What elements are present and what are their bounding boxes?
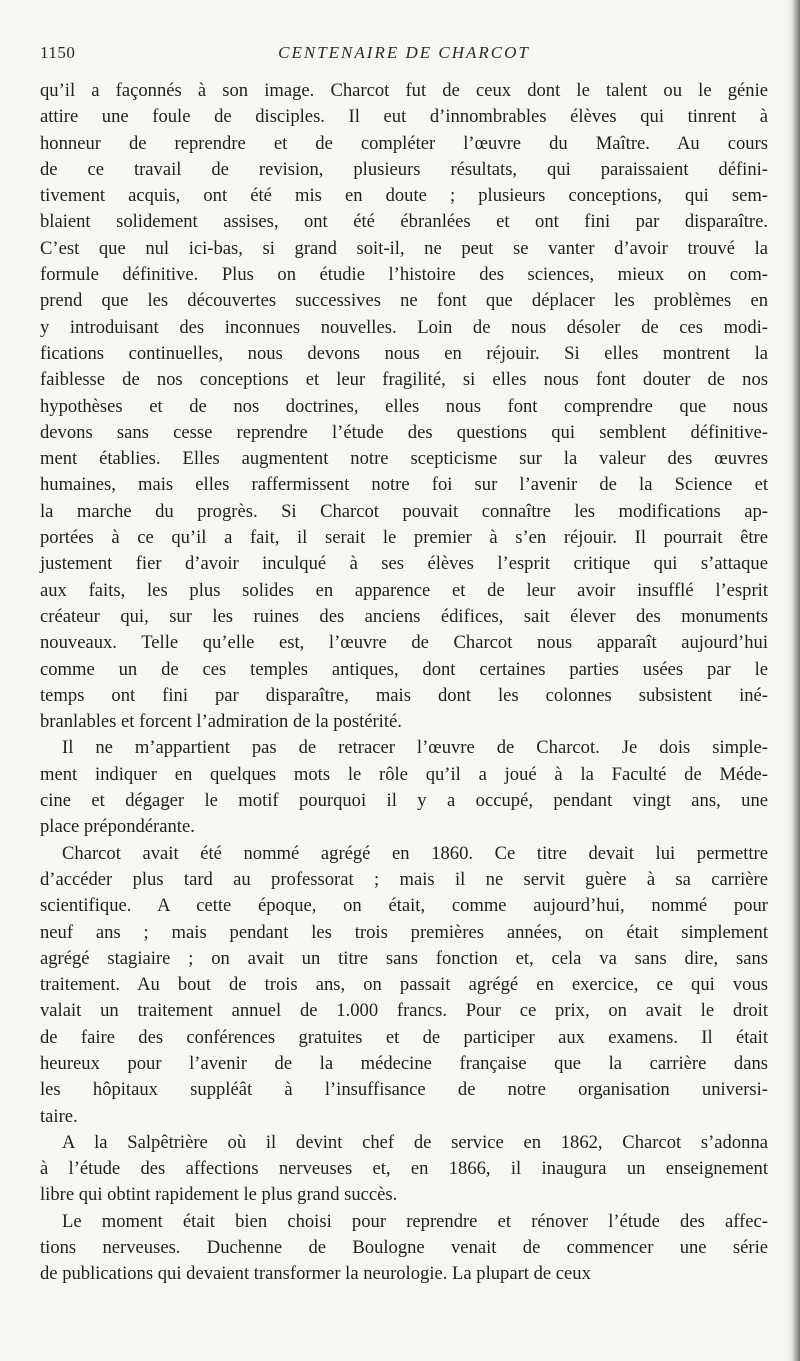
page-header	[40, 43, 768, 73]
body-text	[40, 78, 768, 1288]
text-line: nouveaux. Telle qu’elle est, l’œuvre de Charcot nous apparaît aujourd’hui	[40, 632, 768, 654]
text-line: justement fier d’avoir inculqué à ses élèves l’esprit critique qui s’attaque	[40, 553, 768, 575]
text-line: libre qui obtint rapidement le plus grand succès.	[40, 1184, 398, 1206]
text-line: faiblesse de nos conceptions et leur fragilité, si elles nous font douter de nos	[40, 369, 768, 391]
text-line: ment établies. Elles augmentent notre scepticisme sur la valeur des œuvres	[40, 448, 768, 470]
text-line: aux faits, les plus solides en apparence et de leur avoir insufflé l’esprit	[40, 579, 768, 601]
text-line: traitement. Au bout de trois ans, on passait agrégé en exercice, ce qui vous	[40, 974, 768, 996]
text-line: Le moment était bien choisi pour reprendre et rénover l’étude des affec-	[62, 1210, 768, 1232]
text-line: de ce travail de revision, plusieurs résultats, qui paraissaient défini-	[40, 158, 768, 180]
text-line: de publications qui devaient transformer la neurologie. La plupart de ceux	[40, 1263, 591, 1285]
text-line: hypothèses et de nos doctrines, elles nous font comprendre que nous	[40, 395, 768, 417]
text-line: tions nerveuses. Duchenne de Boulogne venait de commencer une série	[40, 1237, 768, 1259]
text-line: A la Salpêtrière où il devint chef de service en 1862, Charcot s’adonna	[62, 1131, 768, 1153]
page-edge-shadow	[786, 0, 800, 1361]
text-line: à l’étude des affections nerveuses et, en 1866, il inaugura un enseignement	[40, 1158, 768, 1180]
text-line: créateur qui, sur les ruines des anciens édifices, sait élever des monuments	[40, 605, 768, 627]
text-line: agrégé stagiaire ; on avait un titre sans fonction et, cela va sans dire, sans	[40, 947, 768, 969]
text-line: heureux pour l’avenir de la médecine française que la carrière dans	[40, 1052, 768, 1074]
text-line: C’est que nul ici-bas, si grand soit-il, ne peut se vanter d’avoir trouvé la	[40, 237, 768, 259]
text-line: formule définitive. Plus on étudie l’histoire des sciences, mieux on com-	[40, 264, 768, 286]
text-line: fications continuelles, nous devons nous en réjouir. Si elles montrent la	[40, 342, 768, 364]
text-line: qu’il a façonnés à son image. Charcot fut de ceux dont le talent ou le génie	[40, 80, 768, 101]
text-line: honneur de reprendre et de compléter l’œuvre du Maître. Au cours	[40, 132, 768, 154]
text-line: ment indiquer en quelques mots le rôle qu’il a joué à la Faculté de Méde-	[40, 763, 768, 785]
text-line: Il ne m’appartient pas de retracer l’œuvre de Charcot. Je dois simple-	[62, 737, 768, 759]
running-title: CENTENAIRE DE CHARCOT	[278, 43, 530, 62]
text-line: prend que les découvertes successives ne font que déplacer les problèmes en	[40, 290, 768, 312]
paragraph	[40, 841, 768, 1130]
paragraph	[40, 1130, 768, 1209]
text-line: portées à ce qu’il a fait, il serait le premier à s’en réjouir. Il pourrait être	[40, 527, 768, 549]
text-line: blaient solidement assises, ont été ébranlées et ont fini par disparaître.	[40, 211, 768, 233]
text-line: valait un traitement annuel de 1.000 francs. Pour ce prix, on avait le droit	[40, 1000, 768, 1022]
text-line: Charcot avait été nommé agrégé en 1860. Ce titre devait lui permettre	[62, 842, 768, 864]
paragraph	[40, 735, 768, 840]
page-number: 1150	[40, 43, 76, 62]
paragraph	[40, 1209, 768, 1288]
text-line: tivement acquis, ont été mis en doute ; plusieurs conceptions, qui sem-	[40, 185, 768, 207]
text-line: les hôpitaux suppléât à l’insuffisance de notre organisation universi-	[40, 1079, 768, 1101]
text-line: de faire des conférences gratuites et de participer aux examens. Il était	[40, 1026, 768, 1048]
text-line: taire.	[40, 1105, 78, 1127]
paragraph	[40, 78, 768, 735]
text-line: attire une foule de disciples. Il eut d’innombrables élèves qui tinrent à	[40, 106, 768, 128]
text-line: neuf ans ; mais pendant les trois premières années, on était simplement	[40, 921, 768, 943]
text-line: cine et dégager le motif pourquoi il y a occupé, pendant vingt ans, une	[40, 790, 768, 812]
text-line: humaines, mais elles raffermissent notre foi sur l’avenir de la Science et	[40, 474, 768, 496]
text-line: scientifique. A cette époque, on était, comme aujourd’hui, nommé pour	[40, 895, 768, 917]
text-line: d’accéder plus tard au professorat ; mais il ne servit guère à sa carrière	[40, 868, 768, 890]
text-line: y introduisant des inconnues nouvelles. Loin de nous désoler de ces modi-	[40, 316, 768, 338]
text-line: comme un de ces temples antiques, dont certaines parties usées par le	[40, 658, 768, 680]
text-line: devons sans cesse reprendre l’étude des questions qui semblent définitive-	[40, 421, 768, 443]
text-line: la marche du progrès. Si Charcot pouvait connaître les modifications ap-	[40, 500, 768, 522]
text-line: temps ont fini par disparaître, mais dont les colonnes subsistent iné-	[40, 684, 768, 706]
text-line: place prépondérante.	[40, 816, 195, 838]
text-line: branlables et forcent l’admiration de la postérité.	[40, 711, 402, 733]
